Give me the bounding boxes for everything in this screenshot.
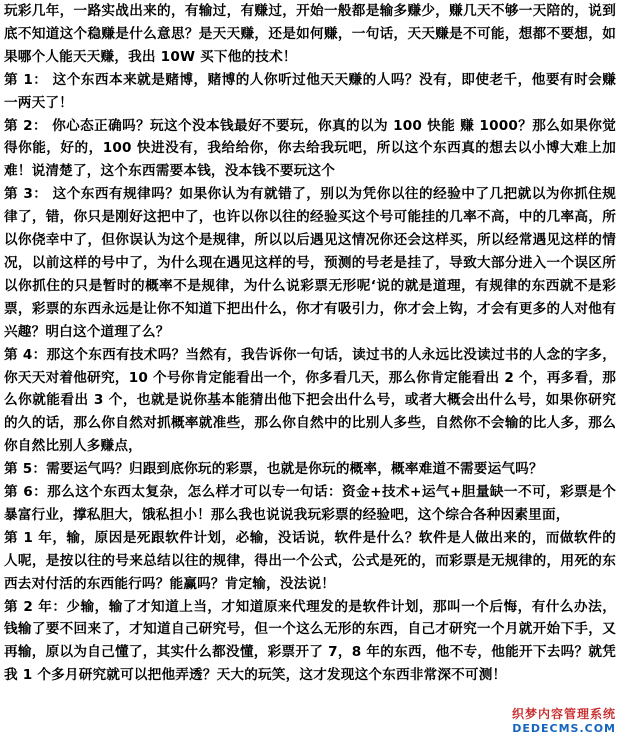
watermark-logo [512, 705, 616, 735]
paragraph-intro: 玩彩几年，一路实战出来的，有输过，有赚过，开始一般都是输多赚少，赚几天不够一天陪的，说到底不知道这个稳赚是什么意思？是天天赚，还是如何赚，一句话，天天赚是不可能，想都不要想，如果哪个人能天天赚，我出 10W 买下他的技术！ [4, 3, 616, 65]
paragraph-point-6: 第 6：那么这个东西太复杂，怎么样才可以专一句话：资金+技术+运气+胆量缺一不可，彩票是个暴富行业，撑私胆大，饿私担小！那么我也说说我玩彩票的经验吧，这个综合各种因素里面， [4, 484, 616, 523]
watermark-line-cn: 织梦内容管理系统 [511, 707, 616, 721]
watermark-line-en: DEDECMS.COM [512, 722, 616, 735]
paragraph-point-2: 第 2： 你心态正确吗？玩这个没本钱最好不要玩，你真的以为 100 快能 赚 1000？那么如果你觉得你能，好的，100 快进没有，我给给你，你去给我玩吧，所以这个东西真的想去以小博大难上加难！说清楚了，这个东西需要本钱，没本钱不要玩这个 [4, 117, 616, 180]
article-body [4, 0, 616, 687]
paragraph-year-2: 第 2 年：少输，输了才知道上当，才知道原来代理发的是软件计划，那叫一个后悔，有什么办法，钱输了要不回来了，才知道自己研究号，但一个这么无形的东西，自己才研究一个月就开始下手，又再输，原以为自己懂了，其实什么都没懂，彩票开了 7，8 年的东西，他不专，他能开下去吗？就凭我 1 个多月研究就可以把他弄透？天大的玩笑，这才发现这个东西非常深不可测！ [4, 598, 616, 684]
paragraph-point-4: 第 4：那这个东西有技术吗？当然有，我告诉你一句话，读过书的人永远比没读过书的人念的字多，你天天对着他研究，10 个号你肯定能看出一个，你多看几天，那么你肯定能看出 2 个，再多看，那么你就能看出 3 个，也就是说你基本能猜出他下把会出什么号，或者大概会出什么号，如果你研究的久的话，那么你自然对抓概率就准些，那么你自然中的比别人多些，自然你不会输的比人多，那么你自然比别人多赚点， [4, 346, 616, 455]
paragraph-point-5: 第 5：需要运气吗？归跟到底你玩的彩票，也就是你玩的概率，概率难道不需要运气吗？ [4, 461, 543, 478]
paragraph-year-1: 第 1 年，输，原因是死跟软件计划，必输，没话说，软件是什么？软件是人做出来的，而做软件的人呢，是按以往的号来总结以往的规律，得出一个公式，公式是死的，而彩票是无规律的，用死的东西去对付活的东西能行吗？能赢吗？肯定输，没法说！ [4, 529, 616, 592]
paragraph-point-3: 第 3： 这个东西有规律吗？如果你认为有就错了，别以为凭你以往的经验中了几把就以为你抓住规律了，错，你只是刚好这把中了，也许以你以往的经验买这个号可能挂的几率不高，中的几率高，所以你侥幸中了，但你误认为这个是规律，所以以后遇见这情况你还会这样买，所以经常遇见这样的情况，以前这样的号中了，为什么现在遇见这样的号，预测的号老是挂了，导致大部分进入一个误区所以你抓住的只是暂时的概率不是规律，为什么说彩票无形呢‘说的就是道理，有规律的东西就不是彩票，彩票的东西永远是让你不知道下把出什么，你才有吸引力，你才会上钩，才会有更多的人对他有兴趣？明白这个道理了么？ [4, 186, 616, 340]
paragraph-point-1: 第 1： 这个东西本来就是赌博，赌博的人你听过他天天赚的人吗？没有，即使老千，他要有时会赚一两天了！ [4, 71, 616, 111]
